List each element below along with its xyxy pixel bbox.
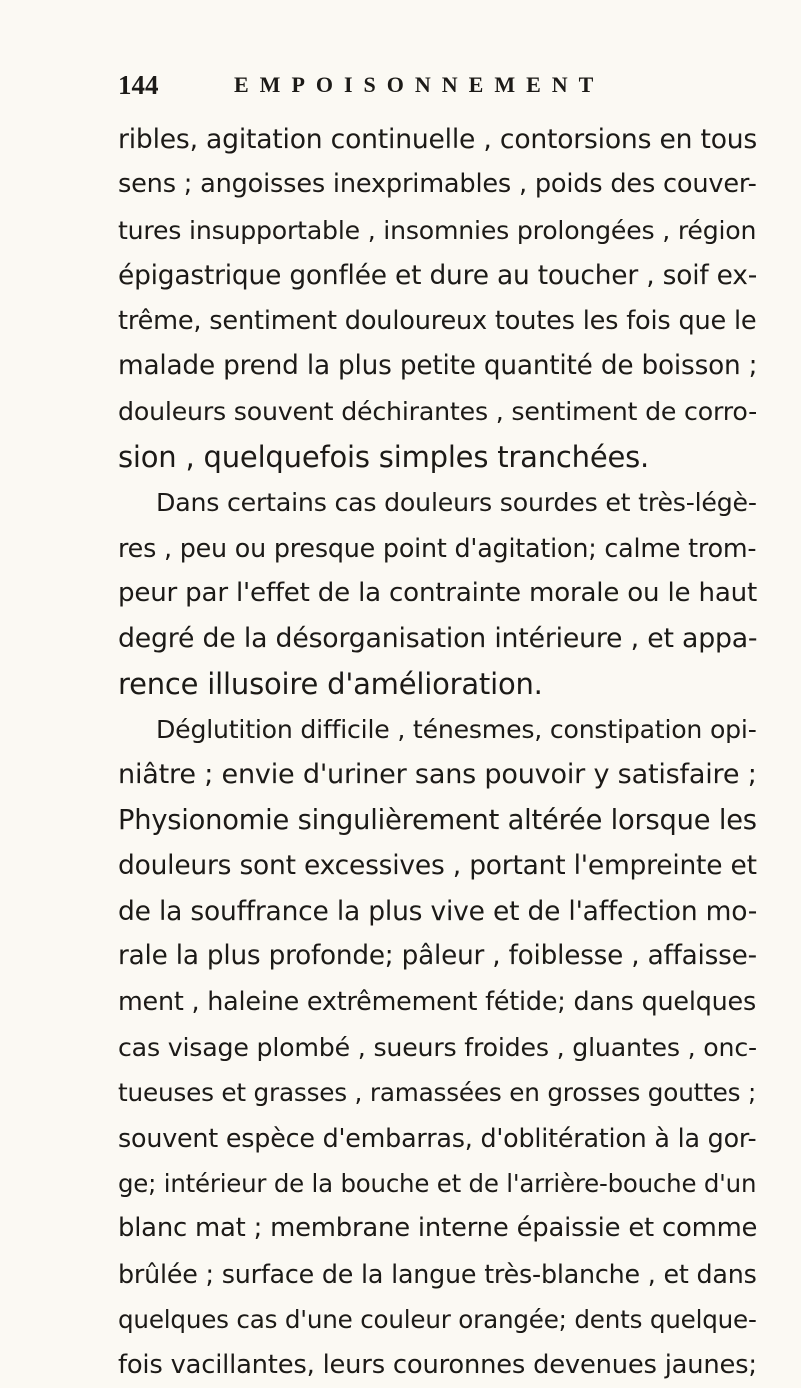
text-line: fois vacillantes, leurs couronnes devenues jaunes; xyxy=(118,1349,757,1380)
text-line: degré de la désorganisation intérieure , et appa- xyxy=(118,623,758,655)
text-line: épigastrique gonflée et dure au toucher , soif ex- xyxy=(118,260,758,292)
text-line: douleurs souvent déchirantes , sentiment de corro- xyxy=(118,397,757,427)
text-line: ment , haleine extrêmement fétide; dans quelques xyxy=(118,986,757,1017)
text-line: sion , quelquefois simples tranchées. xyxy=(118,439,650,474)
text-line: sens ; angoisses inexprimables , poids des couver- xyxy=(118,169,757,200)
text-line: Physionomie singulièrement altérée lorsque les xyxy=(118,804,757,836)
text-line: blanc mat ; membrane interne épaissie et comme xyxy=(118,1213,758,1244)
text-line: malade prend la plus petite quantité de boisson ; xyxy=(118,350,758,381)
text-line: niâtre ; envie d'uriner sans pouvoir y satisfaire ; xyxy=(118,759,757,791)
text-line: de la souffrance la plus vive et de l'affection mo- xyxy=(118,895,758,927)
text-line: ge; intérieur de la bouche et de l'arrière-bouche d'un xyxy=(118,1168,757,1198)
text-line: ribles, agitation continuelle , contorsions en tous xyxy=(118,124,758,155)
text-line: rale la plus profonde; pâleur , foiblesse , affaisse- xyxy=(118,941,757,972)
text-line: souvent espèce d'embarras, d'oblitération à la gor- xyxy=(118,1122,757,1153)
text-line: Déglutition difficile , ténesmes, constipation opi- xyxy=(156,715,757,745)
text-line: tures insupportable , insomnies prolongées , région xyxy=(118,215,757,245)
body-text xyxy=(118,117,758,1388)
text-line: Dans certains cas douleurs sourdes et très-légè- xyxy=(156,488,757,518)
text-line: douleurs sont excessives , portant l'empreinte et xyxy=(118,850,757,882)
text-line: res , peu ou presque point d'agitation; calme trom- xyxy=(118,532,757,563)
text-line: cas visage plombé , sueurs froides , gluantes , onc- xyxy=(118,1032,757,1062)
text-line: rence illusoire d'amélioration. xyxy=(118,666,543,701)
text-line: brûlée ; surface de la langue très-blanche , et dans xyxy=(118,1258,757,1289)
page-header xyxy=(118,70,738,104)
text-line: trême, sentiment douloureux toutes les fois que le xyxy=(118,305,757,336)
page-number: 144 xyxy=(118,70,159,100)
text-line: peur par l'effet de la contrainte morale ou le haut xyxy=(118,577,757,608)
text-line: quelques cas d'une couleur orangée; dents quelque- xyxy=(118,1305,757,1335)
running-head: EMPOISONNEMENT xyxy=(234,72,605,97)
text-line: tueuses et grasses , ramassées en grosses gouttes ; xyxy=(118,1078,757,1108)
